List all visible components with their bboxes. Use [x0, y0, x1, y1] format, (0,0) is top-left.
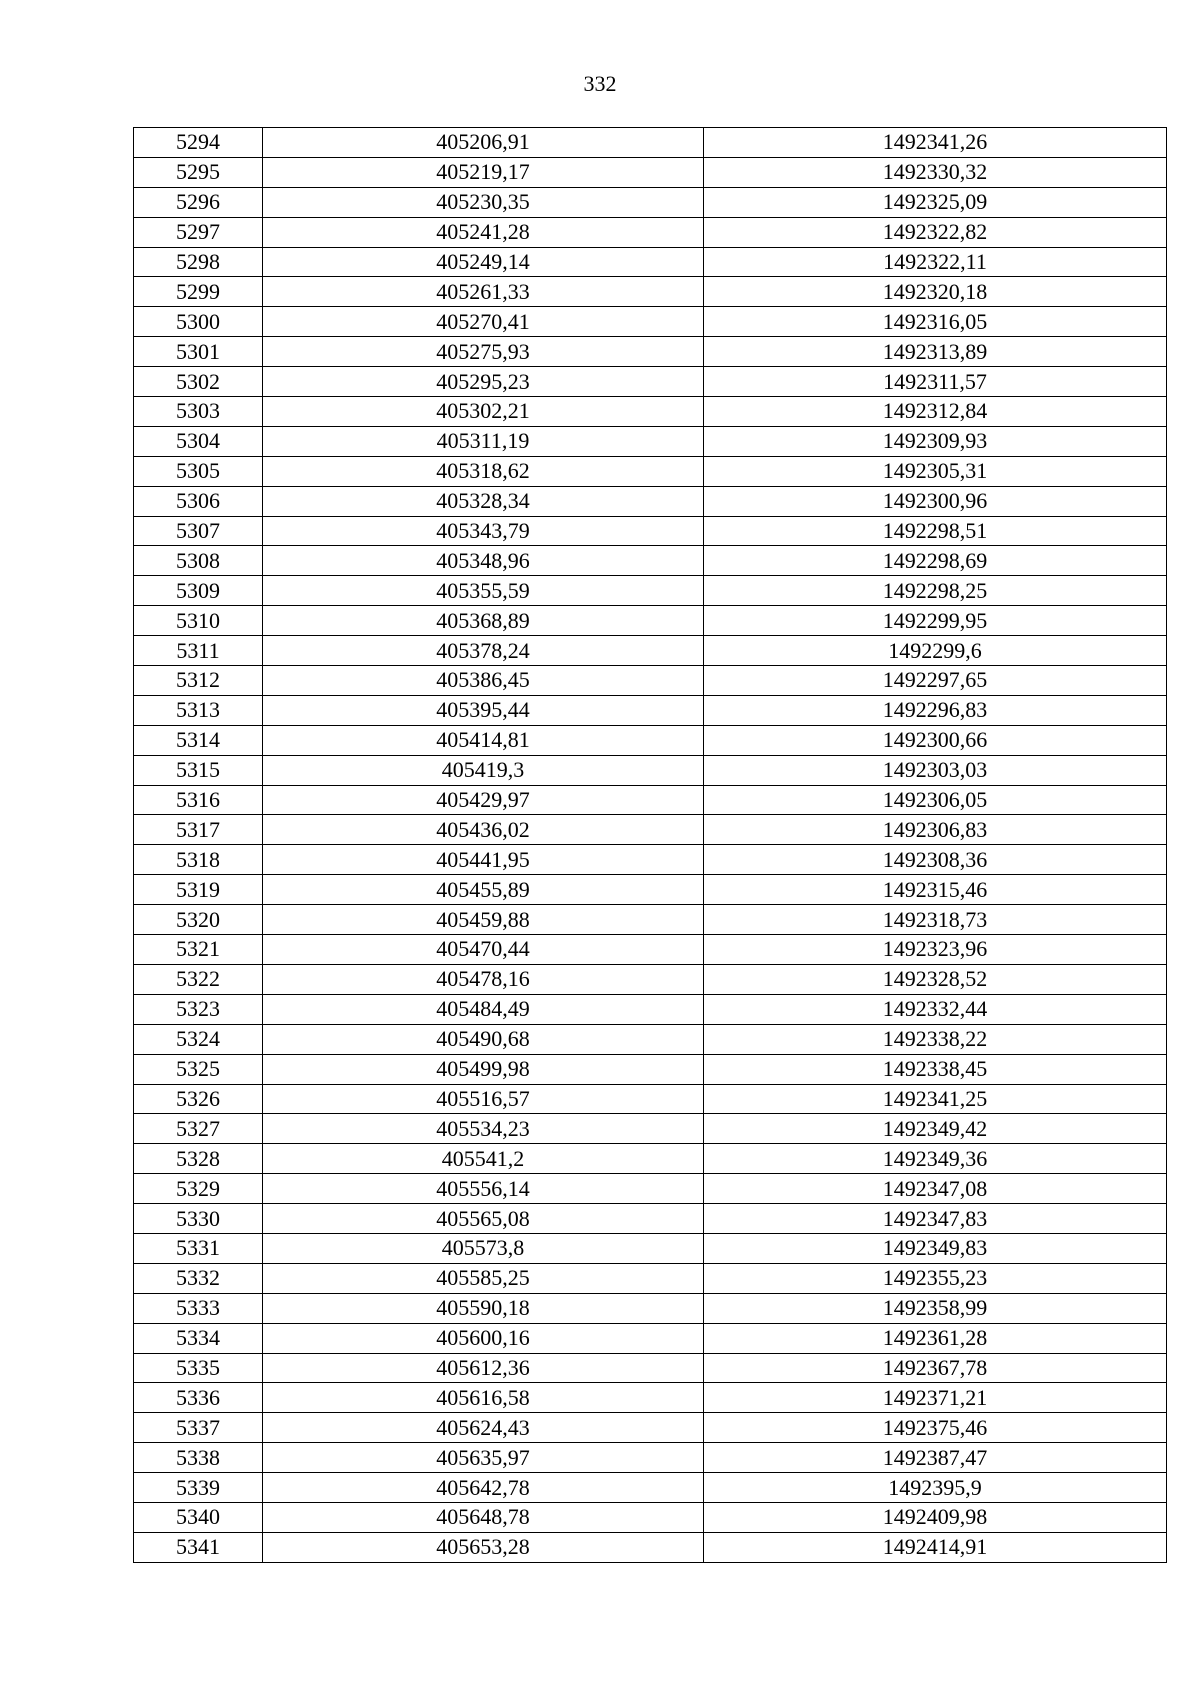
y-coordinate-cell: 1492322,11: [704, 247, 1167, 277]
x-coordinate-cell: 405600,16: [263, 1323, 704, 1353]
y-coordinate-cell: 1492349,42: [704, 1114, 1167, 1144]
point-number-cell: 5309: [134, 576, 263, 606]
y-coordinate-cell: 1492349,83: [704, 1233, 1167, 1263]
y-coordinate-cell: 1492320,18: [704, 277, 1167, 307]
y-coordinate-cell: 1492306,05: [704, 785, 1167, 815]
table-row: [134, 1353, 1167, 1383]
table-row: [134, 815, 1167, 845]
x-coordinate-cell: 405470,44: [263, 935, 704, 965]
x-coordinate-cell: 405311,19: [263, 426, 704, 456]
point-number-cell: 5332: [134, 1263, 263, 1293]
table-row: [134, 187, 1167, 217]
table-row: [134, 935, 1167, 965]
point-number-cell: 5336: [134, 1383, 263, 1413]
y-coordinate-cell: 1492318,73: [704, 905, 1167, 935]
point-number-cell: 5308: [134, 546, 263, 576]
table-row: [134, 247, 1167, 277]
point-number-cell: 5315: [134, 755, 263, 785]
y-coordinate-cell: 1492298,25: [704, 576, 1167, 606]
table-row: [134, 217, 1167, 247]
point-number-cell: 5316: [134, 785, 263, 815]
x-coordinate-cell: 405386,45: [263, 666, 704, 696]
point-number-cell: 5295: [134, 157, 263, 187]
y-coordinate-cell: 1492358,99: [704, 1293, 1167, 1323]
y-coordinate-cell: 1492316,05: [704, 307, 1167, 337]
y-coordinate-cell: 1492409,98: [704, 1502, 1167, 1532]
x-coordinate-cell: 405635,97: [263, 1443, 704, 1473]
point-number-cell: 5302: [134, 367, 263, 397]
x-coordinate-cell: 405648,78: [263, 1502, 704, 1532]
y-coordinate-cell: 1492341,25: [704, 1084, 1167, 1114]
x-coordinate-cell: 405642,78: [263, 1473, 704, 1503]
table-row: [134, 157, 1167, 187]
point-number-cell: 5318: [134, 845, 263, 875]
table-row: [134, 875, 1167, 905]
point-number-cell: 5330: [134, 1204, 263, 1234]
point-number-cell: 5303: [134, 397, 263, 427]
x-coordinate-cell: 405624,43: [263, 1413, 704, 1443]
table-row: [134, 785, 1167, 815]
point-number-cell: 5301: [134, 337, 263, 367]
x-coordinate-cell: 405206,91: [263, 128, 704, 158]
point-number-cell: 5299: [134, 277, 263, 307]
table-row: [134, 128, 1167, 158]
x-coordinate-cell: 405455,89: [263, 875, 704, 905]
y-coordinate-cell: 1492305,31: [704, 456, 1167, 486]
x-coordinate-cell: 405565,08: [263, 1204, 704, 1234]
point-number-cell: 5304: [134, 426, 263, 456]
table-row: [134, 1532, 1167, 1562]
x-coordinate-cell: 405478,16: [263, 964, 704, 994]
point-number-cell: 5335: [134, 1353, 263, 1383]
point-number-cell: 5329: [134, 1174, 263, 1204]
point-number-cell: 5305: [134, 456, 263, 486]
x-coordinate-cell: 405395,44: [263, 695, 704, 725]
x-coordinate-cell: 405419,3: [263, 755, 704, 785]
y-coordinate-cell: 1492367,78: [704, 1353, 1167, 1383]
point-number-cell: 5323: [134, 994, 263, 1024]
point-number-cell: 5331: [134, 1233, 263, 1263]
y-coordinate-cell: 1492312,84: [704, 397, 1167, 427]
y-coordinate-cell: 1492349,36: [704, 1144, 1167, 1174]
y-coordinate-cell: 1492299,95: [704, 606, 1167, 636]
table-row: [134, 1054, 1167, 1084]
x-coordinate-cell: 405534,23: [263, 1114, 704, 1144]
point-number-cell: 5306: [134, 486, 263, 516]
point-number-cell: 5300: [134, 307, 263, 337]
x-coordinate-cell: 405328,34: [263, 486, 704, 516]
table-row: [134, 456, 1167, 486]
point-number-cell: 5322: [134, 964, 263, 994]
table-row: [134, 1084, 1167, 1114]
point-number-cell: 5296: [134, 187, 263, 217]
point-number-cell: 5341: [134, 1532, 263, 1562]
x-coordinate-cell: 405230,35: [263, 187, 704, 217]
x-coordinate-cell: 405275,93: [263, 337, 704, 367]
point-number-cell: 5333: [134, 1293, 263, 1323]
x-coordinate-cell: 405484,49: [263, 994, 704, 1024]
y-coordinate-cell: 1492313,89: [704, 337, 1167, 367]
x-coordinate-cell: 405541,2: [263, 1144, 704, 1174]
table-row: [134, 755, 1167, 785]
table-row: [134, 1502, 1167, 1532]
y-coordinate-cell: 1492341,26: [704, 128, 1167, 158]
x-coordinate-cell: 405355,59: [263, 576, 704, 606]
table-row: [134, 845, 1167, 875]
table-row: [134, 367, 1167, 397]
point-number-cell: 5298: [134, 247, 263, 277]
table-row: [134, 1233, 1167, 1263]
point-number-cell: 5312: [134, 666, 263, 696]
y-coordinate-cell: 1492328,52: [704, 964, 1167, 994]
table-row: [134, 546, 1167, 576]
table-row: [134, 1473, 1167, 1503]
table-row: [134, 725, 1167, 755]
y-coordinate-cell: 1492296,83: [704, 695, 1167, 725]
x-coordinate-cell: 405616,58: [263, 1383, 704, 1413]
x-coordinate-cell: 405414,81: [263, 725, 704, 755]
point-number-cell: 5328: [134, 1144, 263, 1174]
table-row: [134, 516, 1167, 546]
y-coordinate-cell: 1492395,9: [704, 1473, 1167, 1503]
y-coordinate-cell: 1492332,44: [704, 994, 1167, 1024]
point-number-cell: 5314: [134, 725, 263, 755]
table-row: [134, 576, 1167, 606]
x-coordinate-cell: 405590,18: [263, 1293, 704, 1323]
x-coordinate-cell: 405573,8: [263, 1233, 704, 1263]
x-coordinate-cell: 405261,33: [263, 277, 704, 307]
point-number-cell: 5307: [134, 516, 263, 546]
y-coordinate-cell: 1492361,28: [704, 1323, 1167, 1353]
x-coordinate-cell: 405249,14: [263, 247, 704, 277]
x-coordinate-cell: 405556,14: [263, 1174, 704, 1204]
table-row: [134, 1383, 1167, 1413]
point-number-cell: 5294: [134, 128, 263, 158]
y-coordinate-cell: 1492298,69: [704, 546, 1167, 576]
point-number-cell: 5310: [134, 606, 263, 636]
y-coordinate-cell: 1492308,36: [704, 845, 1167, 875]
point-number-cell: 5297: [134, 217, 263, 247]
x-coordinate-cell: 405429,97: [263, 785, 704, 815]
y-coordinate-cell: 1492306,83: [704, 815, 1167, 845]
table-row: [134, 964, 1167, 994]
table-row: [134, 606, 1167, 636]
y-coordinate-cell: 1492309,93: [704, 426, 1167, 456]
table-row: [134, 1144, 1167, 1174]
x-coordinate-cell: 405241,28: [263, 217, 704, 247]
x-coordinate-cell: 405612,36: [263, 1353, 704, 1383]
table-row: [134, 337, 1167, 367]
y-coordinate-cell: 1492299,6: [704, 636, 1167, 666]
y-coordinate-cell: 1492315,46: [704, 875, 1167, 905]
y-coordinate-cell: 1492338,45: [704, 1054, 1167, 1084]
x-coordinate-cell: 405270,41: [263, 307, 704, 337]
table-row: [134, 666, 1167, 696]
x-coordinate-cell: 405499,98: [263, 1054, 704, 1084]
x-coordinate-cell: 405219,17: [263, 157, 704, 187]
table-row: [134, 695, 1167, 725]
point-number-cell: 5325: [134, 1054, 263, 1084]
x-coordinate-cell: 405436,02: [263, 815, 704, 845]
point-number-cell: 5317: [134, 815, 263, 845]
y-coordinate-cell: 1492300,66: [704, 725, 1167, 755]
point-number-cell: 5340: [134, 1502, 263, 1532]
y-coordinate-cell: 1492387,47: [704, 1443, 1167, 1473]
point-number-cell: 5338: [134, 1443, 263, 1473]
x-coordinate-cell: 405302,21: [263, 397, 704, 427]
table-row: [134, 277, 1167, 307]
table-row: [134, 1263, 1167, 1293]
y-coordinate-cell: 1492322,82: [704, 217, 1167, 247]
table-row: [134, 1174, 1167, 1204]
y-coordinate-cell: 1492323,96: [704, 935, 1167, 965]
x-coordinate-cell: 405348,96: [263, 546, 704, 576]
y-coordinate-cell: 1492325,09: [704, 187, 1167, 217]
point-number-cell: 5327: [134, 1114, 263, 1144]
point-number-cell: 5334: [134, 1323, 263, 1353]
table-row: [134, 905, 1167, 935]
y-coordinate-cell: 1492303,03: [704, 755, 1167, 785]
table-row: [134, 1293, 1167, 1323]
table-row: [134, 1114, 1167, 1144]
y-coordinate-cell: 1492330,32: [704, 157, 1167, 187]
x-coordinate-cell: 405378,24: [263, 636, 704, 666]
table-row: [134, 397, 1167, 427]
y-coordinate-cell: 1492375,46: [704, 1413, 1167, 1443]
y-coordinate-cell: 1492355,23: [704, 1263, 1167, 1293]
point-number-cell: 5326: [134, 1084, 263, 1114]
y-coordinate-cell: 1492311,57: [704, 367, 1167, 397]
point-number-cell: 5311: [134, 636, 263, 666]
y-coordinate-cell: 1492338,22: [704, 1024, 1167, 1054]
x-coordinate-cell: 405441,95: [263, 845, 704, 875]
coordinates-table: [133, 127, 1167, 1563]
point-number-cell: 5321: [134, 935, 263, 965]
y-coordinate-cell: 1492347,83: [704, 1204, 1167, 1234]
table-row: [134, 307, 1167, 337]
table-row: [134, 994, 1167, 1024]
point-number-cell: 5319: [134, 875, 263, 905]
point-number-cell: 5313: [134, 695, 263, 725]
x-coordinate-cell: 405368,89: [263, 606, 704, 636]
y-coordinate-cell: 1492297,65: [704, 666, 1167, 696]
table-row: [134, 1204, 1167, 1234]
point-number-cell: 5320: [134, 905, 263, 935]
x-coordinate-cell: 405653,28: [263, 1532, 704, 1562]
point-number-cell: 5324: [134, 1024, 263, 1054]
x-coordinate-cell: 405318,62: [263, 456, 704, 486]
y-coordinate-cell: 1492371,21: [704, 1383, 1167, 1413]
page-number: 332: [583, 71, 617, 96]
x-coordinate-cell: 405459,88: [263, 905, 704, 935]
y-coordinate-cell: 1492347,08: [704, 1174, 1167, 1204]
table-row: [134, 1413, 1167, 1443]
x-coordinate-cell: 405516,57: [263, 1084, 704, 1114]
x-coordinate-cell: 405490,68: [263, 1024, 704, 1054]
table-row: [134, 1323, 1167, 1353]
table-row: [134, 426, 1167, 456]
x-coordinate-cell: 405343,79: [263, 516, 704, 546]
point-number-cell: 5339: [134, 1473, 263, 1503]
table-row: [134, 1024, 1167, 1054]
point-number-cell: 5337: [134, 1413, 263, 1443]
x-coordinate-cell: 405295,23: [263, 367, 704, 397]
table-row: [134, 1443, 1167, 1473]
y-coordinate-cell: 1492298,51: [704, 516, 1167, 546]
coordinates-table-body: [134, 128, 1167, 1563]
y-coordinate-cell: 1492414,91: [704, 1532, 1167, 1562]
x-coordinate-cell: 405585,25: [263, 1263, 704, 1293]
table-row: [134, 486, 1167, 516]
table-row: [134, 636, 1167, 666]
y-coordinate-cell: 1492300,96: [704, 486, 1167, 516]
